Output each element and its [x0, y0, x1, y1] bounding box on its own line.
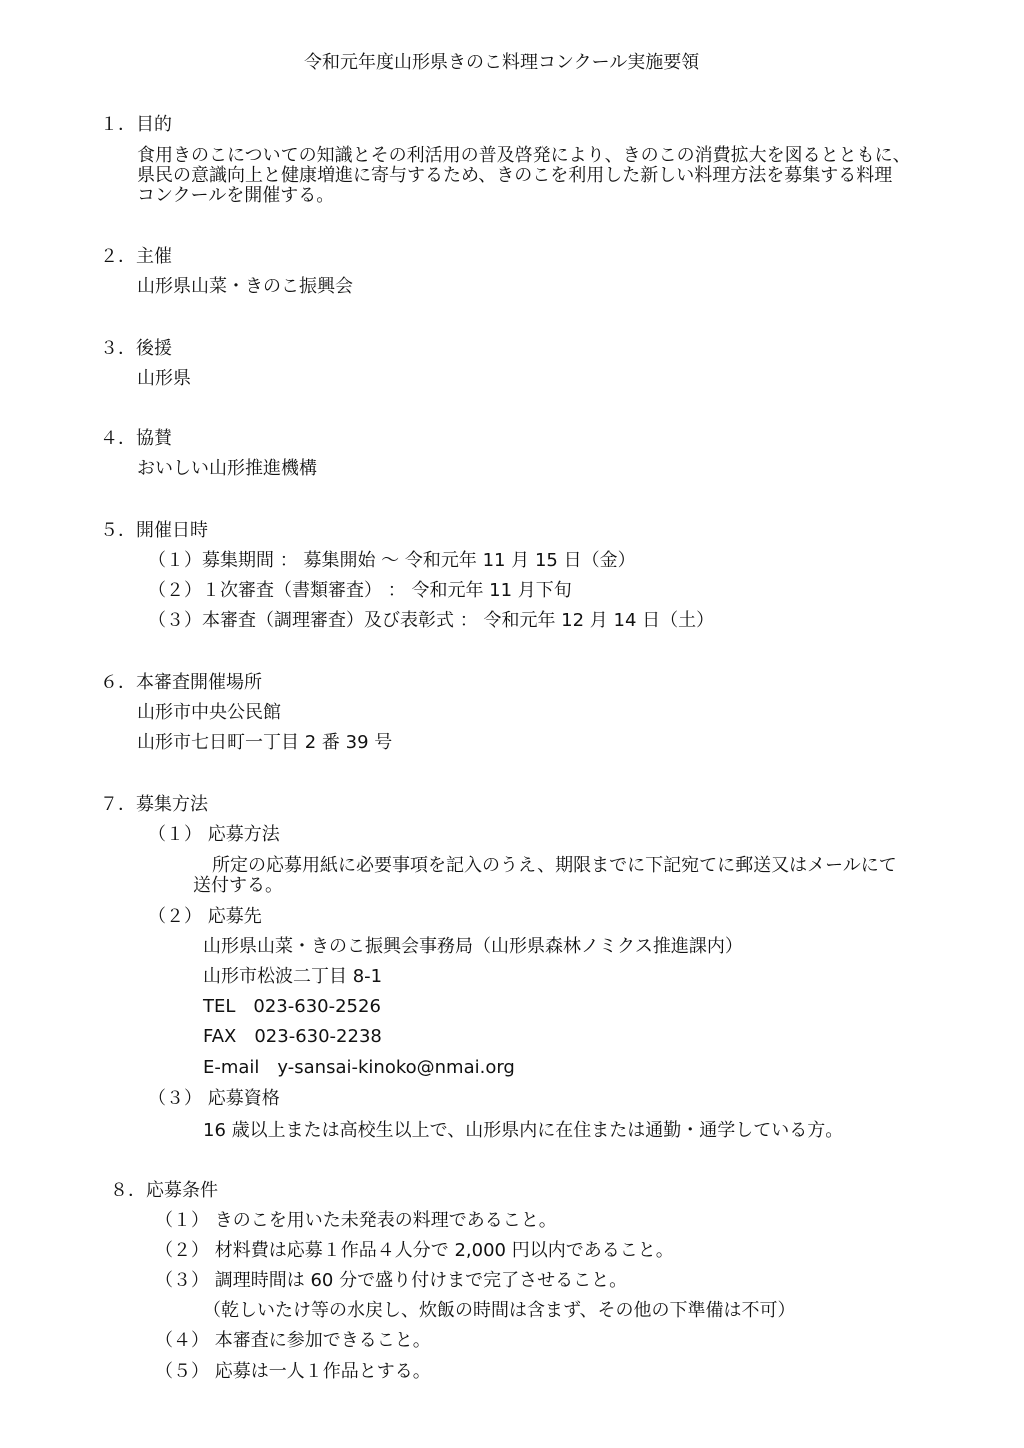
section-8-item-2: （２） 材料費は応募１作品４人分で 2,000 円以内であること。 [155, 1240, 674, 1261]
section-5-item-2: （２）１次審査（書類審査） ： 令和元年 11 月下旬 [148, 580, 572, 601]
section-6-address: 山形市七日町一丁目 2 番 39 号 [137, 732, 393, 753]
section-5-heading: ５．開催日時 [100, 520, 208, 541]
section-4-heading: ４．協賛 [100, 428, 172, 449]
destination-tel: TEL 023-630-2526 [203, 996, 381, 1017]
section-1-line-3: コンクールを開催する。 [137, 185, 335, 206]
section-7-heading: ７．募集方法 [100, 794, 208, 815]
section-3-body: 山形県 [137, 368, 191, 389]
section-8-item-4: （４） 本審査に参加できること。 [155, 1330, 431, 1351]
section-7-method-line-1: 所定の応募用紙に必要事項を記入のうえ、期限までに下記宛てに郵送又はメールにて [212, 855, 897, 876]
section-5-item-3: （３）本審査（調理審査）及び表彰式 ： 令和元年 12 月 14 日（土） [148, 610, 715, 631]
section-6-heading: ６．本審査開催場所 [100, 672, 262, 693]
section-7-method-label: （１） 応募方法 [148, 824, 280, 845]
destination-email: E-mail y-sansai-kinoko@nmai.org [203, 1057, 515, 1078]
section-6-venue: 山形市中央公民館 [137, 702, 281, 723]
document-title: 令和元年度山形県きのこ料理コンクール実施要領 [304, 52, 700, 73]
section-7-eligibility-label: （３） 応募資格 [148, 1088, 280, 1109]
section-1-line-2: 県民の意識向上と健康増進に寄与するため、きのこを利用した新しい料理方法を募集する料理 [137, 165, 893, 186]
section-7-destination-label: （２） 応募先 [148, 906, 262, 927]
section-2-body: 山形県山菜・きのこ振興会 [137, 276, 353, 297]
section-7-method-line-2: 送付する。 [193, 875, 283, 896]
section-4-body: おいしい山形推進機構 [137, 458, 317, 479]
section-7-eligibility-body: 16 歳以上または高校生以上で、山形県内に在住または通勤・通学している方。 [203, 1120, 844, 1141]
section-8-item-1: （１） きのこを用いた未発表の料理であること。 [155, 1210, 557, 1231]
section-8-item-3-note: （乾しいたけ等の水戻し、炊飯の時間は含まず、その他の下準備は不可） [203, 1300, 796, 1321]
destination-address: 山形市松波二丁目 8-1 [203, 966, 383, 987]
destination-fax: FAX 023-630-2238 [203, 1026, 382, 1047]
section-8-heading: ８．応募条件 [110, 1180, 218, 1201]
section-8-item-3: （３） 調理時間は 60 分で盛り付けまで完了させること。 [155, 1270, 628, 1291]
section-5-item-1: （１）募集期間 ： 募集開始 ～ 令和元年 11 月 15 日（金） [148, 550, 636, 571]
section-3-heading: ３．後援 [100, 338, 172, 359]
section-1-line-1: 食用きのこについての知識とその利活用の普及啓発により、きのこの消費拡大を図るとともに、 [137, 145, 911, 166]
section-8-item-5: （５） 応募は一人１作品とする。 [155, 1361, 431, 1382]
destination-office: 山形県山菜・きのこ振興会事務局（山形県森林ノミクス推進課内） [203, 936, 743, 957]
section-1-heading: １．目的 [100, 114, 172, 135]
section-2-heading: ２．主催 [100, 246, 172, 267]
